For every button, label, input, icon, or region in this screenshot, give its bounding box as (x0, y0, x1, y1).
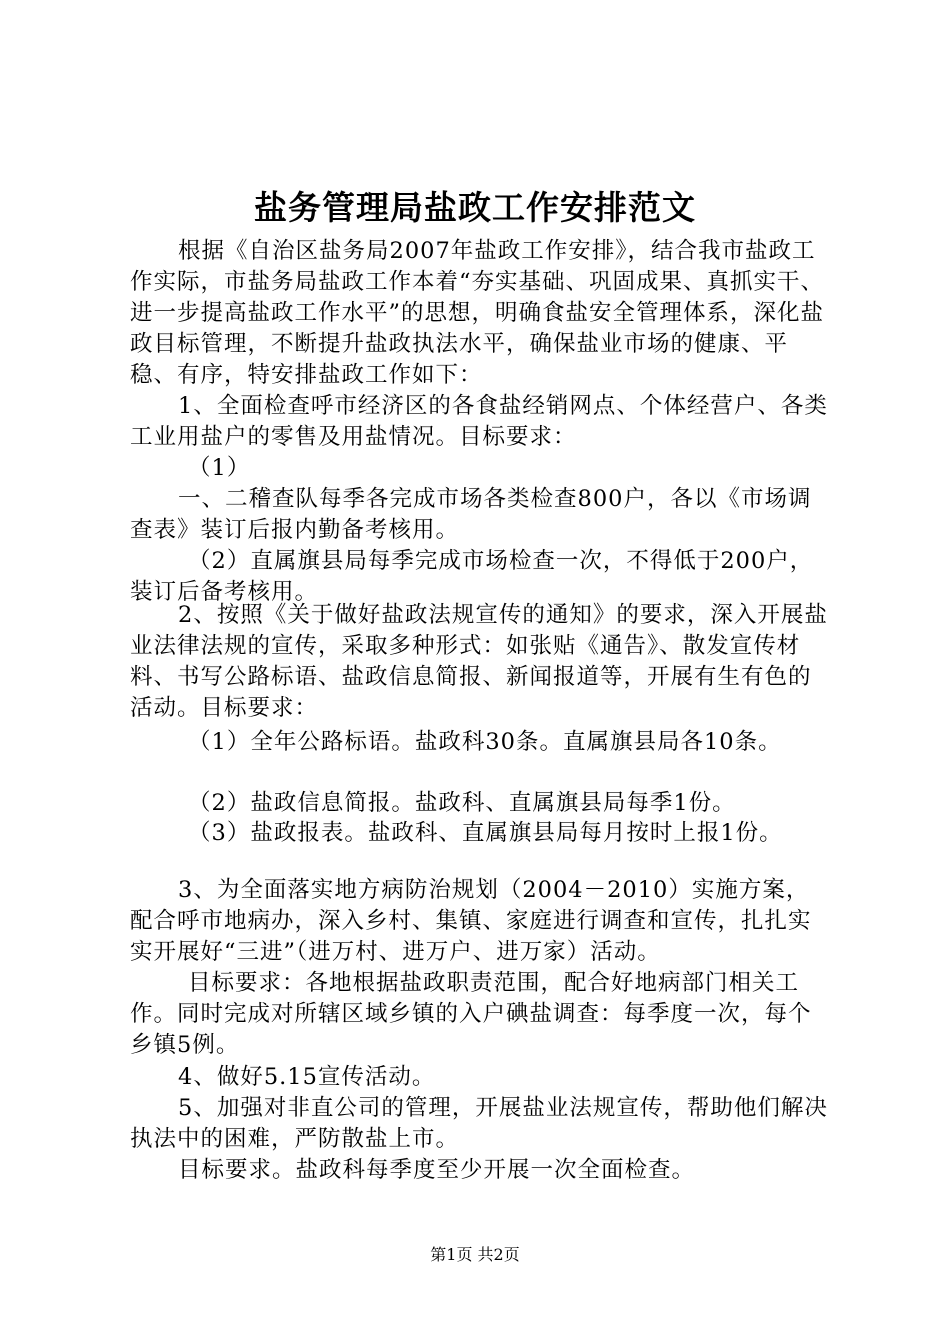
paragraph-sub-1-text (130, 484, 830, 546)
paragraph: 5、加强对非直公司的管理，开展盐业法规宣传，帮助他们解决执法中的困难，严防散盐上市。 (130, 1095, 828, 1152)
paragraph-item-2-sub-2 (130, 788, 830, 819)
document-title: 盐务管理局盐政工作安排范文 (254, 188, 696, 227)
paragraph: （3）盐政报表。盐政科、直属旗县局每月按时上报1份。 (188, 820, 783, 846)
paragraph: 根据《自治区盐务局2007年盐政工作安排》，结合我市盐政工作实际，市盐务局盐政工作本着“夯实基础、巩固成果、真抓实干、进一步提高盐政工作水平”的思想，明确食盐安全管理体系，深化盐政目标管理，不断提升盐政执法水平，确保盐业市场的健康、平稳、有序，特安排盐政工作如下： (130, 238, 825, 388)
paragraph: 4、做好5.15宣传活动。 (178, 1064, 436, 1090)
paragraph-item-2-sub-3 (130, 818, 830, 849)
paragraph: 一、二稽查队每季各完成市场各类检查800户，各以《市场调查表》装订后报内勤备考核用。 (130, 486, 812, 543)
paragraph-item-1 (130, 391, 830, 453)
paragraph-item-5-goal (130, 1155, 830, 1186)
paragraph-item-4 (130, 1062, 830, 1093)
paragraph: 3、为全面落实地方病防治规划（2004－2010）实施方案，配合呼市地病办，深入乡村、集镇、家庭进行调查和宣传，扎扎实实开展好“三进”（进万村、进万户、进万家）活动。 (130, 877, 812, 965)
paragraph-item-3 (130, 875, 830, 968)
paragraph: （1）全年公路标语。盐政科30条。直属旗县局各10条。 (188, 729, 782, 755)
paragraph-sub-2 (130, 546, 830, 608)
paragraph: （2）直属旗县局每季完成市场检查一次，不得低于200户，装订后备考核用。 (130, 548, 814, 605)
paragraph: 1、全面检查呼市经济区的各食盐经销网点、个体经营户、各类工业用盐户的零售及用盐情况。目标要求： (130, 393, 828, 450)
page-footer: 第1页 共2页 (430, 1245, 520, 1264)
paragraph-item-5 (130, 1093, 830, 1155)
paragraph-item-3-goal (130, 968, 830, 1061)
paragraph: （1） (188, 455, 251, 481)
paragraph: 2、按照《关于做好盐政法规宣传的通知》的要求，深入开展盐业法律法规的宣传，采取多种形式：如张贴《通告》、散发宣传材料、书写公路标语、盐政信息简报、新闻报道等，开展有生有色的活动。目标要求： (130, 602, 828, 721)
paragraph: （2）盐政信息简报。盐政科、直属旗县局每季1份。 (188, 790, 736, 816)
paragraph-intro (130, 236, 830, 391)
paragraph-item-2 (130, 600, 830, 724)
paragraph-sub-1-marker (130, 453, 830, 484)
paragraph: 目标要求。盐政科每季度至少开展一次全面检查。 (178, 1157, 696, 1183)
paragraph: 目标要求：各地根据盐政职责范围，配合好地病部门相关工作。同时完成对所辖区域乡镇的入户碘盐调查：每季度一次，每个乡镇5例。 (130, 970, 812, 1058)
paragraph-item-2-sub-1 (130, 727, 830, 758)
